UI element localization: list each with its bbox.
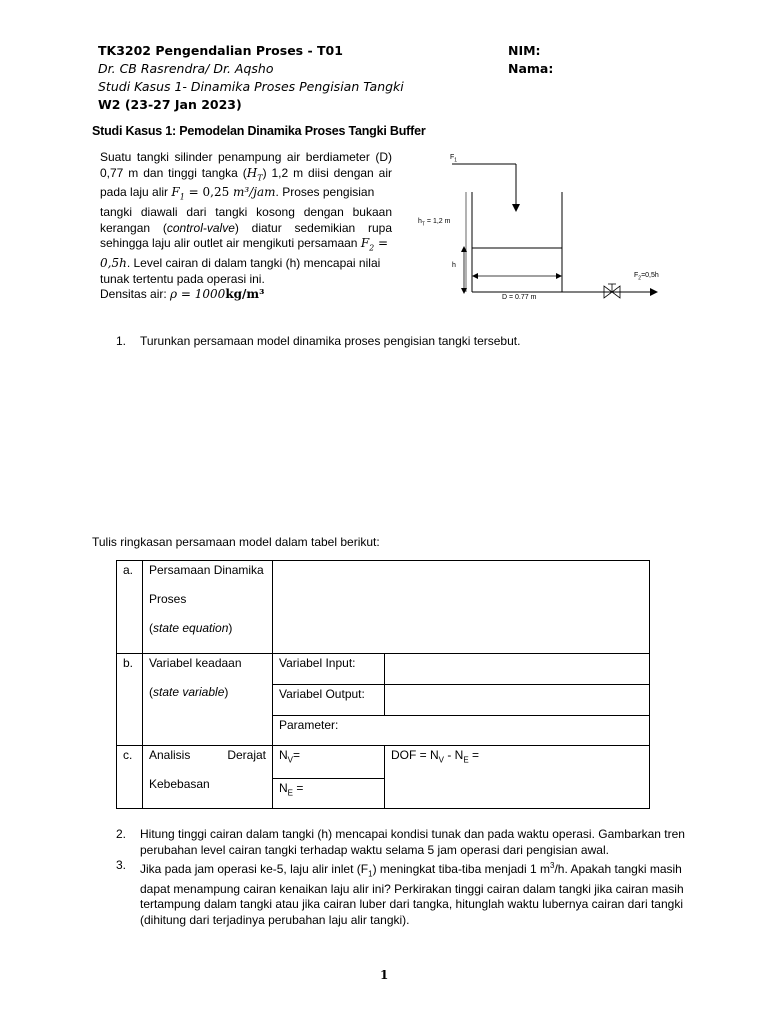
row-b-mark: b. — [117, 654, 143, 746]
outlet-arrowhead — [650, 288, 658, 296]
case-title: Studi Kasus 1- Dinamika Proses Pengisian Tangki — [98, 79, 404, 94]
question-1-text: Turunkan persamaan model dinamika proses pengisian tangki tersebut. — [140, 334, 521, 348]
label-f1: $F_1$ — [450, 154, 458, 164]
dof-field[interactable]: DOF = $N_V - N_E$ = — [385, 746, 650, 809]
parameter-label: Parameter: — [273, 716, 650, 746]
output-variable-answer[interactable] — [385, 685, 650, 716]
ne-field[interactable]: $N_E$ = — [273, 779, 385, 809]
nama-label: Nama: — [508, 61, 554, 76]
input-variable-label: Variabel Input: — [273, 654, 385, 685]
row-a-mark: a. — [117, 561, 143, 654]
table-row — [117, 654, 650, 685]
week-label: W2 (23-27 Jan 2023) — [98, 97, 242, 112]
d-arrow-left — [472, 273, 478, 279]
lecturers: Dr. CB Rasrendra/ Dr. Aqsho — [98, 61, 274, 76]
label-d: D = 0.77 m — [502, 294, 537, 301]
label-f2: $F_2=0,5h$ — [634, 272, 659, 282]
table-row — [117, 561, 650, 654]
output-variable-label: Variabel Output: — [273, 685, 385, 716]
inlet-arrowhead — [512, 204, 520, 212]
nv-field[interactable]: $N_V=$ — [273, 746, 385, 779]
question-2-number: 2. — [116, 827, 127, 841]
label-ht: $h_T = 1,2$ m — [418, 218, 451, 228]
page-number: 1 — [380, 968, 389, 982]
section-title: Studi Kasus 1: Pemodelan Dinamika Proses Tangki Buffer — [92, 124, 426, 138]
input-variable-answer[interactable] — [385, 654, 650, 685]
label-h: h — [452, 262, 456, 269]
intro-paragraph: Suatu tangki silinder penampung air berdiameter (D) 0,77 m dan tinggi tangka $(H_T)$ 1,2 m diisi dengan air pada laju alir $F_1 = 0,25$ m³/jam. Proses pengisian tangki diawali dari tangki kosong dengan bukaan kerangan (control-valve) diatur sedemikian rupa sehingga laju alir outlet air mengikuti persamaan $F_2$ = 0,5h. Level cairan di dalam tangki (h) mencapai nilai tunak tertentu pada operasi ini. Densitas air: ρ = 1000kg/m³ — [100, 150, 392, 302]
table-intro: Tulis ringkasan persamaan model dalam tabel berikut: — [92, 535, 380, 549]
table-row — [117, 746, 650, 779]
row-a-answer[interactable] — [273, 561, 650, 654]
question-2-text: Hitung tinggi cairan dalam tangki (h) mencapai kondisi tunak dan pada waktu operasi. Gambarkan tren perubahan level cairan tangki terhadap waktu selama 5 jam operasi dari pengisian awal. — [140, 827, 685, 857]
model-summary-table — [116, 560, 650, 809]
d-arrow-right — [556, 273, 562, 279]
course-code: TK3202 Pengendalian Proses - T01 — [98, 43, 343, 58]
row-b-label: Variabel keadaan (state variable) — [143, 654, 273, 746]
question-1-number: 1. — [116, 334, 127, 348]
tank-diagram — [410, 148, 670, 308]
question-3-text: Jika pada jam operasi ke-5, laju alir inlet $(F_1)$ meningkat tiba-tiba menjadi 1 $m^3/h$. Apakah tangki masih dapat menampung cairan kenaikan laju alir ini? Perkirakan tinggi cairan dalam tangki jika cairan masih tertampung dalam tangki atau jika cairan luber dari tangka, hitunglah waktu lubernya cairan dari tangki (dihitung dari terjadinya perubahan laju alir tangki). — [140, 861, 684, 927]
question-3-number: 3. — [116, 858, 127, 872]
row-c-label: Analisis Derajat Kebebasan — [143, 746, 273, 809]
row-c-mark: c. — [117, 746, 143, 809]
row-a-label: Persamaan Dinamika Proses (state equation) — [143, 561, 273, 654]
nim-label: NIM: — [508, 43, 541, 58]
